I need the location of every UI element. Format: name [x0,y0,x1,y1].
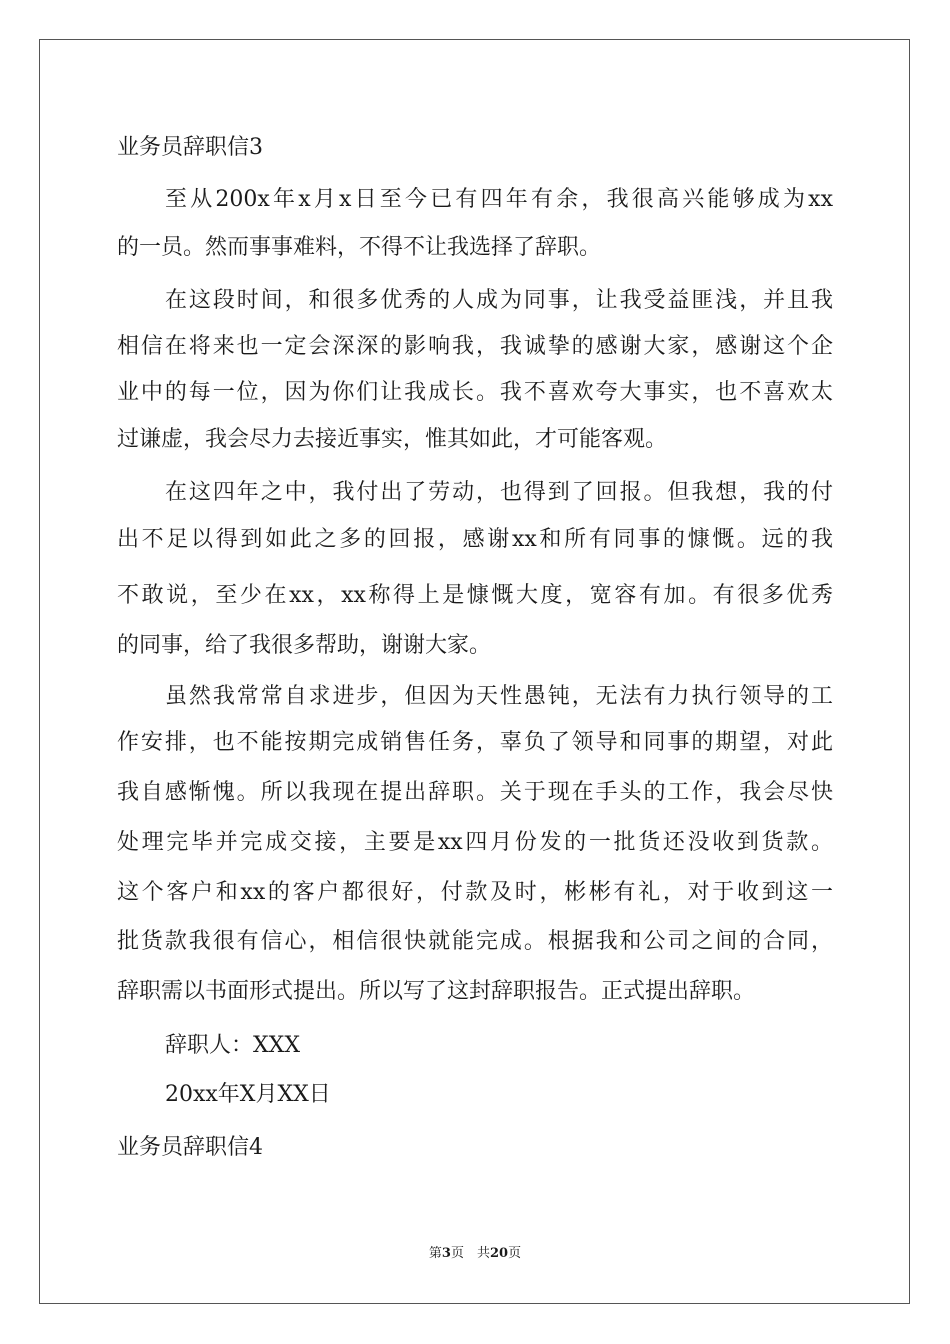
paragraph-line: 批货款我很有信心，相信很快就能完成。根据我和公司之间的合同， [117,929,833,954]
total-pages: 20 [489,1246,509,1261]
footer-mid: 页 共 [450,1246,490,1261]
paragraph-line: 作安排，也不能按期完成销售任务，辜负了领导和同事的期望，对此 [117,730,833,755]
section-title: 业务员辞职信3 [117,135,263,160]
footer-suffix: 页 [508,1246,522,1261]
paragraph-line: 在这段时间，和很多优秀的人成为同事，让我受益匪浅，并且我 [165,288,833,313]
date: 20xx年X月XX日 [165,1082,331,1107]
paragraph-line: 业中的每一位，因为你们让我成长。我不喜欢夸大事实，也不喜欢太 [117,380,833,405]
page-footer [0,1244,950,1264]
paragraph-line: 出不足以得到如此之多的回报，感谢xx和所有同事的慷慨。远的我 [117,527,833,552]
paragraph-line: 虽然我常常自求进步，但因为天性愚钝，无法有力执行领导的工 [165,684,833,709]
paragraph-line: 这个客户和xx的客户都很好，付款及时，彬彬有礼，对于收到这一 [117,880,833,905]
paragraph-line: 至从200x年x月x日至今已有四年有余，我很高兴能够成为xx [165,187,833,212]
footer-prefix: 第 [428,1246,442,1261]
page-number: 3 [441,1246,451,1261]
paragraph-line: 的一员。然而事事难料，不得不让我选择了辞职。 [117,235,602,260]
paragraph-line: 过谦虚，我会尽力去接近事实，惟其如此，才可能客观。 [117,427,668,452]
paragraph-line: 不敢说，至少在xx，xx称得上是慷慨大度，宽容有加。有很多优秀 [117,583,833,608]
paragraph-line: 相信在将来也一定会深深的影响我，我诚挚的感谢大家，感谢这个企 [117,334,833,359]
paragraph-line: 在这四年之中，我付出了劳动，也得到了回报。但我想，我的付 [165,480,833,505]
section-title: 业务员辞职信4 [117,1135,263,1160]
paragraph-line: 我自感惭愧。所以我现在提出辞职。关于现在手头的工作，我会尽快 [117,780,833,805]
signature: 辞职人：XXX [165,1033,300,1058]
paragraph-line: 辞职需以书面形式提出。所以写了这封辞职报告。正式提出辞职。 [117,979,756,1004]
paragraph-line: 处理完毕并完成交接，主要是xx四月份发的一批货还没收到货款。 [117,830,833,855]
paragraph-line: 的同事，给了我很多帮助，谢谢大家。 [117,633,492,658]
